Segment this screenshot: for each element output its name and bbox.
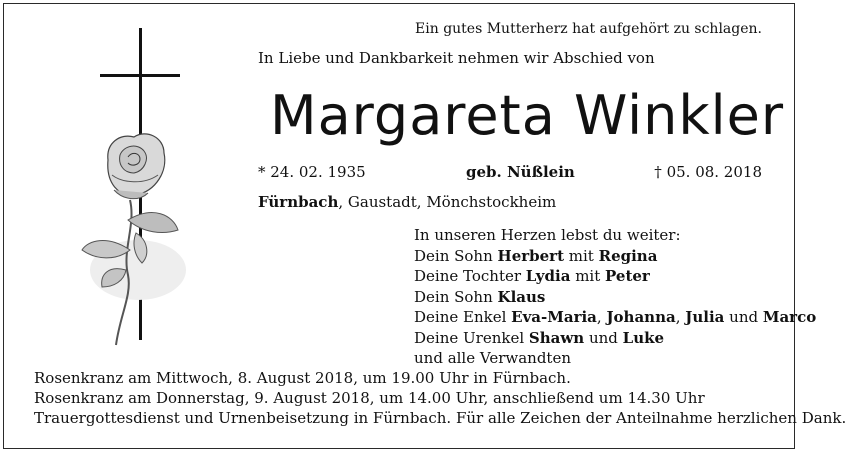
list-item: Dein Sohn Klaus — [414, 287, 546, 306]
list-item: und alle Verwandten — [414, 349, 571, 367]
mourners-list — [414, 225, 816, 369]
list-item: Deine Urenkel Shawn und Luke — [414, 328, 665, 347]
service-info — [34, 368, 846, 428]
birth-date: * 24. 02. 1935 — [258, 163, 366, 181]
rose-icon — [108, 134, 165, 199]
maiden-name: geb. Nüßlein — [466, 163, 575, 181]
service-line-1: Rosenkranz am Mittwoch, 8. August 2018, um 19.00 Uhr in Fürnbach. — [34, 369, 571, 387]
home-town: Fürnbach — [258, 193, 339, 211]
places: Fürnbach, Gaustadt, Mönchstockheim — [258, 193, 557, 211]
cross-with-rose — [78, 25, 208, 355]
service-line-3: Trauergottesdienst und Urnenbeisetzung in Fürnbach. Für alle Zeichen der Anteilnahme herzlichen Dank. — [34, 409, 846, 427]
list-item: Deine Tochter Lydia mit Peter — [414, 267, 650, 285]
cross-icon — [78, 25, 208, 355]
mourners-intro: In unseren Herzen lebst du weiter: — [414, 226, 681, 244]
list-item: Deine Enkel Eva-Maria, Johanna, Julia und Marco — [414, 308, 817, 326]
service-line-2: Rosenkranz am Donnerstag, 9. August 2018, um 14.00 Uhr, anschließend um 14.30 Uhr — [34, 389, 705, 407]
intro-text: In Liebe und Dankbarkeit nehmen wir Abschied von — [258, 49, 655, 67]
motto: Ein gutes Mutterherz hat aufgehört zu schlagen. — [415, 21, 762, 37]
deceased-name: Margareta Winkler — [270, 84, 785, 147]
list-item: Dein Sohn Herbert mit Regina — [414, 246, 658, 265]
death-date: † 05. 08. 2018 — [654, 163, 762, 181]
